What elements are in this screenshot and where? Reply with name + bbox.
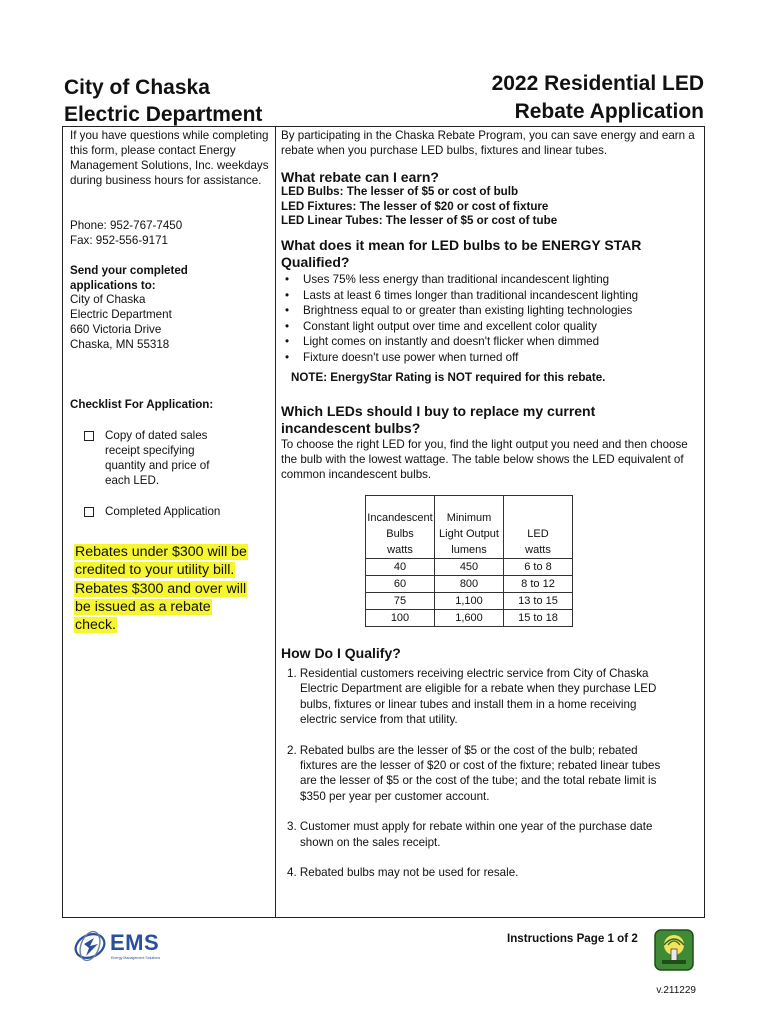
- checklist-item-label: Copy of dated sales receipt specifying quantity and price of each LED.: [105, 429, 210, 487]
- checkbox-icon[interactable]: [84, 507, 94, 517]
- earn-line-tubes: LED Linear Tubes: The lesser of $5 or cost of tube: [281, 214, 558, 228]
- earn-line-fixtures: LED Fixtures: The lesser of $20 or cost of fixture: [281, 199, 549, 213]
- table-cell: 40: [366, 559, 435, 576]
- qualify-list: [283, 666, 668, 895]
- earn-line-bulbs: LED Bulbs: The lesser of $5 or cost of bulb: [281, 185, 519, 198]
- table-cell: 6 to 8: [504, 559, 573, 576]
- ems-swirl-icon: [72, 924, 112, 970]
- list-item: • Constant light output over time and excellent color quality: [281, 319, 699, 335]
- table-cell: 450: [435, 559, 504, 576]
- list-item: • Brightness equal to or greater than existing lighting technologies: [281, 303, 699, 319]
- utility-title-line-2: Electric Department: [64, 103, 263, 126]
- table-cell: 800: [435, 576, 504, 593]
- checkbox-icon[interactable]: [84, 431, 94, 441]
- table-row: [366, 559, 573, 576]
- table-cell: 15 to 18: [504, 610, 573, 627]
- address-line: Chaska, MN 55318: [70, 338, 170, 351]
- table-header-cell: [504, 496, 573, 527]
- list-item: • Lasts at least 6 times longer than traditional incandescent lighting: [281, 288, 699, 304]
- table-cell: 60: [366, 576, 435, 593]
- table-header-cell: Bulbs: [366, 526, 435, 542]
- intro-text: By participating in the Chaska Rebate Program, you can save energy and earn a rebate when you purchase LED bulbs, fixtures and linear tubes.: [281, 129, 695, 157]
- earn-heading: What rebate can I earn?: [281, 169, 439, 185]
- energy-star-heading: What does it mean for LED bulbs to be ENERGY STAR Qualified?: [281, 237, 642, 270]
- utility-title-line-1: City of Chaska: [64, 76, 210, 99]
- address-line: Electric Department: [70, 308, 172, 321]
- checklist-heading: Checklist For Application:: [70, 398, 214, 411]
- earn-lines: [281, 185, 699, 229]
- ems-logo: [72, 924, 182, 970]
- contact-numbers: [70, 218, 270, 248]
- energy-star-note: NOTE: EnergyStar Rating is NOT required for this rebate.: [291, 371, 606, 384]
- led-equivalent-table: [365, 495, 573, 627]
- table-header-cell: Light Output: [435, 526, 504, 542]
- send-heading: Send your completed applications to:: [70, 264, 188, 292]
- table-cell: 8 to 12: [504, 576, 573, 593]
- table-header-row: [366, 526, 573, 542]
- contact-note: If you have questions while completing this form, please contact Energy Management Solutions, Inc. weekdays during business hours for assistance.: [70, 129, 269, 187]
- document-title-line-2: Rebate Application: [514, 100, 704, 123]
- highlighted-text: Rebates under $300 will be credited to your utility bill. Rebates $300 and over will be issued as a rebate check.: [75, 544, 247, 634]
- ems-logo-text: EMS: [110, 930, 160, 955]
- version-label: v.211229: [656, 985, 696, 996]
- which-led-text: To choose the right LED for you, find the light output you need and then choose the bulb with the lowest wattage. The table below shows the LED equivalent of common incandescent bulbs.: [281, 438, 688, 481]
- list-item: 2. Rebated bulbs are the lesser of $5 or the cost of the bulb; rebated fixtures are the lesser of $20 or cost of the fixture; rebated linear tubes are the lesser of $5 or the cost of the tube; and the total rebate limit is $350 per year per customer account.: [287, 743, 661, 803]
- table-cell: 13 to 15: [504, 593, 573, 610]
- table-header-cell: LED: [504, 526, 573, 542]
- table-row: [366, 610, 573, 627]
- checklist-item-receipt[interactable]: [84, 428, 224, 488]
- document-title-line-1: 2022 Residential LED: [491, 72, 704, 95]
- table-row: [366, 576, 573, 593]
- table-cell: 1,600: [435, 610, 504, 627]
- table-cell: 1,100: [435, 593, 504, 610]
- list-item: 1. Residential customers receiving electric service from City of Chaska Electric Department are eligible for a rebate when they purchase LED bulbs, fixtures or linear tubes and install them in a home receiving electric service from that utility.: [287, 667, 657, 727]
- list-item: 3. Customer must apply for rebate within one year of the purchase date shown on the sales receipt.: [287, 820, 653, 849]
- table-header-cell: lumens: [435, 542, 504, 559]
- checklist-item-application[interactable]: [84, 504, 254, 519]
- mailing-address: [70, 292, 270, 352]
- table-header-cell: watts: [504, 542, 573, 559]
- column-divider: [275, 126, 276, 918]
- list-item: • Uses 75% less energy than traditional incandescent lighting: [281, 272, 699, 288]
- table-header-cell: Incandescent: [366, 496, 435, 527]
- chaska-seal-icon: [654, 929, 694, 971]
- address-line: 660 Victoria Drive: [70, 323, 162, 336]
- which-led-heading: Which LEDs should I buy to replace my current incandescent bulbs?: [281, 403, 596, 436]
- table-header-row: [366, 496, 573, 527]
- page-indicator: Instructions Page 1 of 2: [507, 932, 638, 945]
- list-item: 4. Rebated bulbs may not be used for resale.: [287, 866, 519, 880]
- table-row: [366, 593, 573, 610]
- energy-star-list: [281, 272, 699, 366]
- rebate-credit-note: [74, 543, 250, 634]
- checklist-item-label: Completed Application: [105, 505, 221, 518]
- list-item: • Fixture doesn't use power when turned off: [281, 350, 699, 366]
- ems-logo-subtext: Energy Management Solutions: [111, 956, 161, 960]
- table-header-cell: Minimum: [435, 496, 504, 527]
- table-header-cell: watts: [366, 542, 435, 559]
- utility-title: [64, 74, 262, 128]
- phone-number: Phone: 952-767-7450: [70, 219, 183, 232]
- address-line: City of Chaska: [70, 293, 146, 306]
- document-title: [492, 70, 704, 126]
- list-item: • Light comes on instantly and doesn't flicker when dimmed: [281, 334, 699, 350]
- fax-number: Fax: 952-556-9171: [70, 234, 168, 247]
- table-cell: 100: [366, 610, 435, 627]
- table-header-row: [366, 542, 573, 559]
- table-cell: 75: [366, 593, 435, 610]
- qualify-heading: How Do I Qualify?: [281, 645, 401, 661]
